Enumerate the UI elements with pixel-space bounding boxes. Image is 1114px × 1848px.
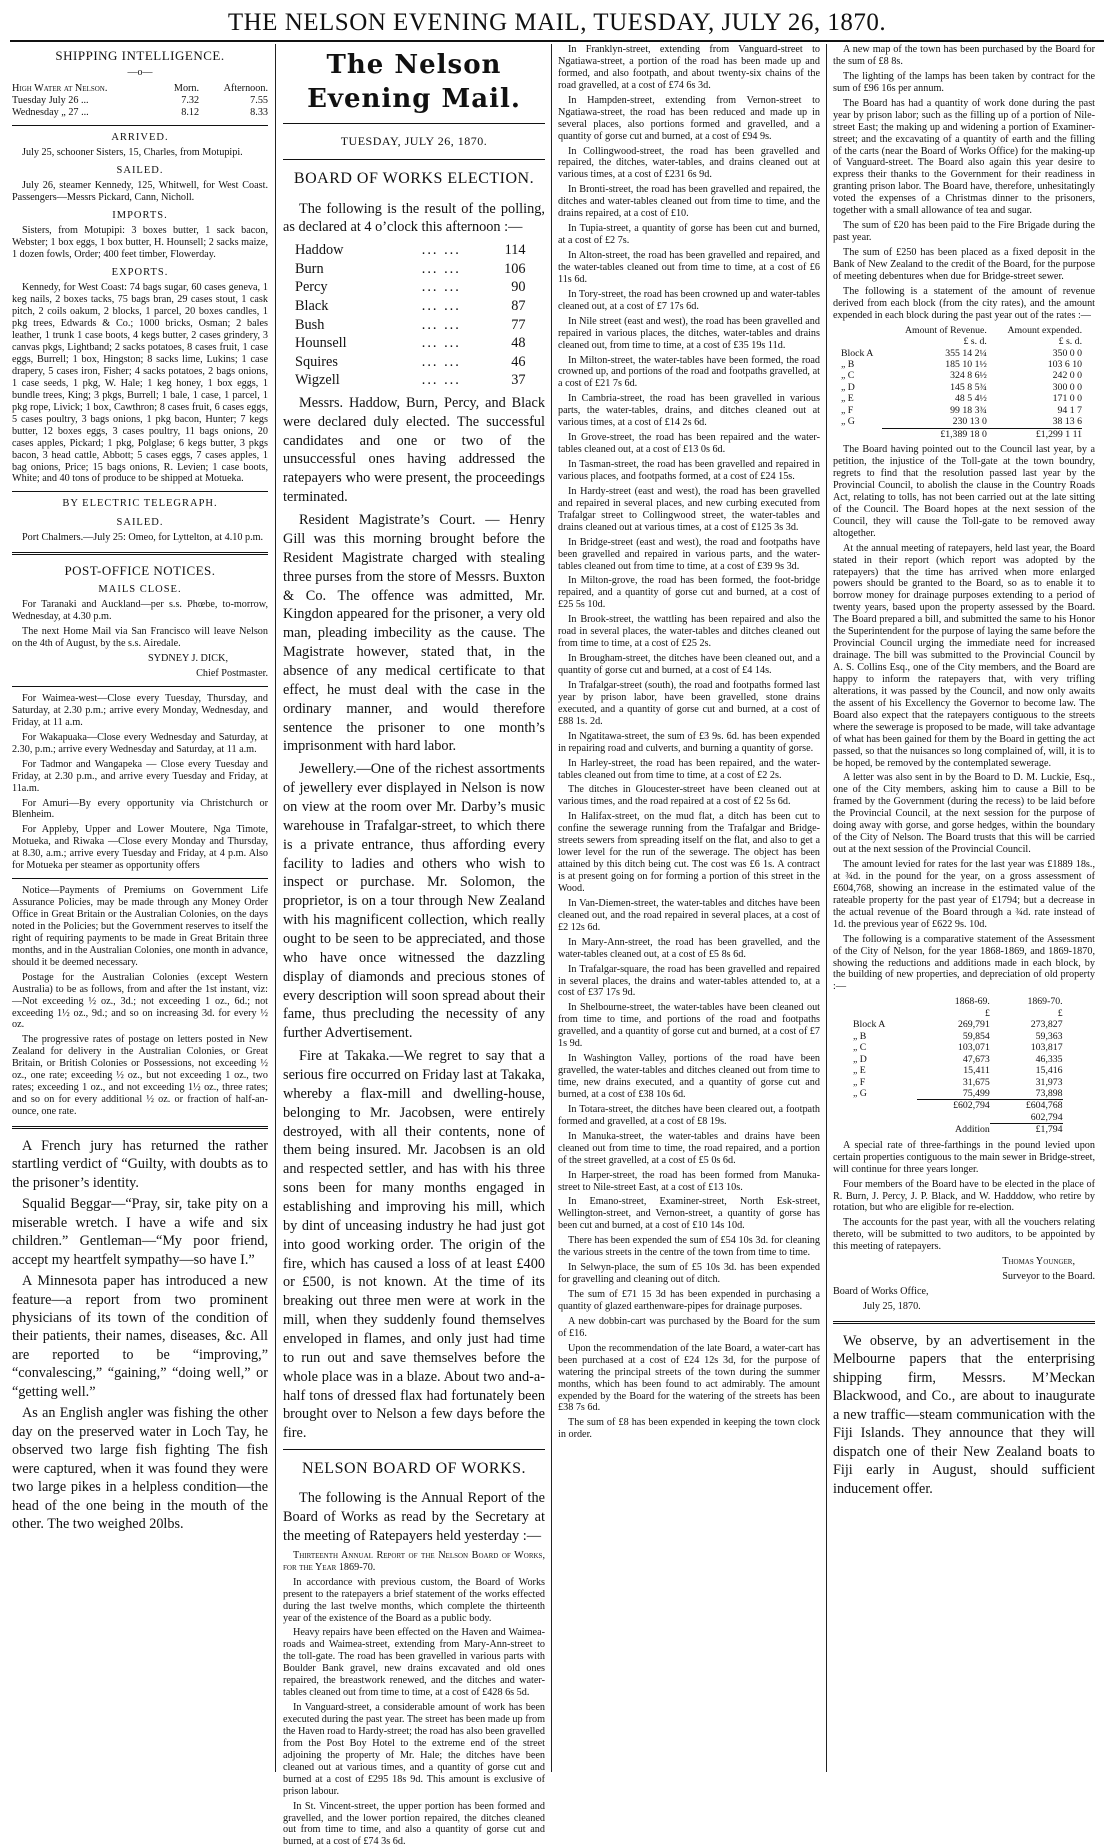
- report-paragraph: A special rate of three-farthings in the pound levied upon certain properties contiguous to the main sewer in Bridge-street, will continue for three years longer.: [833, 1139, 1095, 1175]
- addition-row: Addition £1,794: [955, 1123, 1063, 1136]
- report-paragraph: In Nile street (east and west), the road has been gravelled and repaired in various places, the ditches, water-tables and drains cleaned out, from time to time, at a cost of £35 19s 11d.: [558, 315, 820, 351]
- shipping-heading: SHIPPING INTELLIGENCE.: [55, 48, 225, 63]
- divider: [12, 491, 268, 492]
- report-paragraph: The amount levied for rates for the last year was £1889 18s., at ¾d. in the pound for the year, on a gross assessment of £604,768, showing an increase in the estimated value of the rateable property for the past year of £1794; but a decrease in the actual revenue of the Board through a ¾d. rate instead of 1d. the previous year of £622 9s. 10d.: [833, 859, 1095, 930]
- report-paragraph: In Washington Valley, portions of the road have been gravelled, the water-tables and ditches cleaned out from time to time, new drains executed, and a quantity of gorse cut and burned, at a cost of £38 10s 6d.: [558, 1053, 820, 1100]
- tide-table: [12, 83, 268, 119]
- telegraph-sailed-text: Port Chalmers.—July 25: Omeo, for Lyttelton, at 4.10 p.m.: [22, 531, 264, 543]
- table-row: „ E 15,411 15,416: [853, 1065, 1063, 1077]
- report-paragraph: In Emano-street, Examiner-street, North Esk-street, Wellington-street, and Vernon-street, a quantity of gorse has been cut and burned, at a cost of £10 14s 10d.: [558, 1196, 820, 1232]
- masthead: THE NELSON EVENING MAIL, TUESDAY, JULY 26, 1870.: [227, 9, 887, 36]
- election-result: Messrs. Haddow, Burn, Percy, and Black were declared duly elected. The successful candidates and one or two of the unsuccessful ones having addressed the ratepayers who were present, the proceedings terminated.: [283, 394, 545, 506]
- assessment-table: 1868-69. 1869-70. £ £ Block A 269,791 273,827 „ B 59,854 59,363 „ C 103,071 103,817 „ D 47,673 46,335 „ E 15,411 15,416 „ F 31,675 31,973 „ G 75,499 73,898 £602,794 £604,768 602,794 Addition £1,794: [853, 996, 1063, 1136]
- table-row: „ B 185 10 1½ 103 6 10: [841, 358, 1083, 370]
- table-row: „ E 48 5 4½ 171 0 0: [841, 393, 1083, 405]
- poll-row: Black ... ... 87: [295, 298, 526, 315]
- report-paragraph: In Franklyn-street, extending from Vanguard-street to Ngatiawa-street, a portion of the road has been made up and formed, and also footpath, and about twenty-six chains of the road gravelled, at a cost of £74 6s 3d.: [558, 44, 820, 91]
- jewellery-article: Jewellery.—One of the richest assortments of jewellery ever displayed in Nelson is now on view at the room over Mr. Darby’s music warehouse in Trafalgar-street, to which there is a private entrance, thus affording every facility to ladies and others who wish to inspect or purchase. Mr. Solomon, the proprietor, is on a tour through New Zealand with his magnificent collection, which really ought to be seen to be appreciated, and those who have once witnessed the dazzling display of diamonds and precious stones of every description will soon spread about their fame, thus precluding the necessity of any further Advertisement.: [283, 761, 545, 1042]
- column-3: [558, 44, 820, 1772]
- report-paragraph: Heavy repairs have been effected on the Haven and Waimea-roads and Waimea-street, extending from Mary-Ann-street to the toll-gate. The road has been gravelled in various parts with Boulder Bank gravel, new drains excavated and old ones repaired, the breastwork renewed, and the ditches and water-tables cleaned out from time to time, at a cost of £428 6s 5d.: [283, 1627, 545, 1699]
- tide-row: Tuesday July 26 ... 7.32 7.55: [12, 94, 268, 106]
- fiji-steamers-article: We observe, by an advertisement in the Melbourne papers that the enterprising shipping firm, Messrs. M’Meckan Blackwood, and Co., are about to inaugurate a new traffic—steam communication with the Fiji Islands. They announce that they will dispatch one of their New Zealand boats to Fiji early in August, should sufficient inducement offer.: [833, 1332, 1095, 1497]
- post-notice: For Appleby, Upper and Lower Moutere, Nga Timote, Motueka, and Riwaka —Close every Monday and Thursday, at 8.30, a.m.; arrive every Tuesday and Friday, at 4 p.m. Also for Motueka per steamer as opportunity offers: [12, 824, 268, 872]
- report-paragraph: In Bridge-street (east and west), the road and footpaths have been gravelled and repaired in various parts, and the water-tables cleaned out from time to time, at a cost of £39 9s 3d.: [558, 536, 820, 572]
- report-title: Thirteenth Annual Report of the Nelson Board of Works, for the Year 1869-70.: [283, 1549, 545, 1573]
- post-notice: For Tadmor and Wangapeka — Close every Tuesday and Friday, at 2.30 p.m., and arrive every Tuesday and Friday, at 11a.m.: [12, 758, 268, 794]
- report-intro: The following is the Annual Report of the Board of Works as read by the Secretary at the meeting of Ratepayers held yesterday :—: [283, 1490, 545, 1544]
- report-paragraph: In Milton-street, the water-tables have been formed, the road crowned up, and portions of the road and footpaths gravelled, at a cost of £21 7s 6d.: [558, 354, 820, 390]
- arrived-heading: ARRIVED.: [111, 131, 169, 143]
- misc-item: Squalid Beggar—“Pray, sir, take pity on a miserable wretch. I have a wife and six children.” Gentleman—“My poor friend, accept my heartfelt sympathy—so have I.”: [12, 1196, 268, 1268]
- board-of-works-heading: NELSON BOARD OF WORKS.: [301, 1460, 527, 1478]
- report-paragraph: In Tory-street, the road has been crowned up and water-tables cleaned out, at a cost of £7 17s 6d.: [558, 288, 820, 312]
- report-paragraph: In Trafalgar-street (south), the road and footpaths formed last year by prison labor, have been gravelled, stone drains executed, and a quantity of gorse cut and burned, at a cost of £88 1s. 2d.: [558, 679, 820, 727]
- report-paragraph: In Collingwood-street, the road has been gravelled and repaired, the ditches, water-tables, and drains cleaned out at various times, at a cost of £231 6s 9d.: [558, 145, 820, 181]
- report-paragraph: There has been expended the sum of £54 10s 3d. for cleaning the various streets in the centre of the town from time to time.: [558, 1235, 820, 1259]
- election-intro: The following is the result of the polling, as declared at 4 o’clock this afternoon :—: [283, 200, 545, 236]
- report-paragraph: In St. Vincent-street, the upper portion has been formed and gravelled, and the lower portion repaired, the ditches cleaned out from time to time, and also a quantity of gorse cut and burned, at a cost of £74 3s 6d.: [283, 1800, 545, 1848]
- divider: [12, 125, 268, 126]
- report-paragraph: Upon the recommendation of the late Board, a water-cart has been purchased at a cost of £24 12s 3d, for the purpose of watering the principal streets of the town during the summer months, which has been found to act admirably. The amount expended by the Board for the watering of the streets has been £38 7s 6d.: [558, 1342, 820, 1414]
- poll-row: Bush ... ... 77: [295, 316, 526, 333]
- revenue-table: Amount of Revenue. Amount expended. £ s. d. £ s. d. Block A 355 14 2¼ 350 0 0 „ B 185 10 1½ 103 6 10 „ C 324 8 6½ 242 0 0 „ D 145 8 5¾ 300 0 0 „ E 48 5 4½ 171 0 0 „ F 99 18 3¾ 94 1 7 „ G 230 13 0 38 13 6 £1,389 18 0 £1,299 1 11: [841, 324, 1083, 440]
- report-paragraph: The Board having pointed out to the Council last year, by a petition, the injustice of the Toll-gate at the town boundry, regrets to find that the resolution passed last year by the Provincial Council, to abolish the clause in the Country Roads Act, relating to tolls, has not been carried out at the late sitting of the Council. The Board hopes at the next session of the Council, they will cause the Toll-gate to be removed away altogether.: [833, 444, 1095, 539]
- report-paragraph: In accordance with previous custom, the Board of Works present to the ratepayers a brief statement of the works effected during the last twelve months, which complete the thirteenth year of the existence of the Board as a public body.: [283, 1576, 545, 1624]
- poll-row: Hounsell ... ... 48: [295, 335, 526, 352]
- report-paragraph: In Harper-street, the road has been formed from Manuka-street to Nile-street East, at a cost of £13 10s.: [558, 1169, 820, 1193]
- divider: [283, 123, 545, 124]
- column-divider: [551, 44, 552, 1772]
- ornament: —o—: [127, 67, 153, 79]
- report-paragraph: The accounts for the past year, with all the vouchers relating thereto, will be submitted to two auditors, to be appointed by this meeting of ratepayers.: [833, 1217, 1095, 1253]
- report-paragraph: In Brougham-street, the ditches have been cleaned out, and a quantity of gorse cut and burned, at a cost of £4 14s.: [558, 653, 820, 676]
- report-paragraph: In Selwyn-place, the sum of £5 10s 3d. has been expended for gravelling and cleaning out of ditch.: [558, 1262, 820, 1286]
- report-paragraph: In Ngatitawa-street, the sum of £3 9s. 6d. has been expended in repairing road and culverts, and burning a quantity of gorse.: [558, 730, 820, 754]
- report-paragraph: In Tupia-street, a quantity of gorse has been cut and burned, at a cost of £2 7s.: [558, 223, 820, 247]
- imports-text: Sisters, from Motupipi: 3 boxes butter, 1 sack bacon, Webster; 1 box eggs, 1 box butter, H. Hounsell; 2 sacks maize, 1 dozen fowls, Order; 400 feet timber, Flowerday.: [12, 225, 268, 261]
- table-row: „ F 31,675 31,973: [853, 1076, 1063, 1088]
- report-paragraph: The sum of £8 has been expended in keeping the town clock in order.: [558, 1417, 820, 1441]
- poll-table: [295, 241, 526, 390]
- telegraph-heading: BY ELECTRIC TELEGRAPH.: [62, 498, 218, 510]
- report-paragraph: In Tasman-street, the road has been gravelled and repaired in various places, and footpaths formed, at a cost of £24 15s.: [558, 459, 820, 482]
- post-notice: For Waimea-west—Close every Tuesday, Thursday, and Saturday, at 2.30 p.m.; arrive every Monday, Wednesday, and Friday, at 11 a.m.: [12, 693, 268, 728]
- report-paragraph: The sum of £20 has been paid to the Fire Brigade during the past year.: [833, 220, 1095, 244]
- post-office-heading: POST-OFFICE NOTICES.: [64, 562, 216, 578]
- report-paragraph: In Alton-street, the road has been gravelled and repaired, and the water-tables cleaned out from time to time, at a cost of £6 11s 6d.: [558, 250, 820, 285]
- poll-row: Percy ... ... 90: [295, 279, 526, 296]
- report-paragraph: A new map of the town has been purchased by the Board for the sum of £8 8s.: [833, 44, 1095, 67]
- notice-text: The progressive rates of postage on letters posted in New Zealand for delivery in the Australian Colonies, or Great Britain, or British Colonies or Possessions, not exceeding ½ oz., one rate; exceeding ½ oz., but not exceeding 1 oz., two rates; exceeding 1 oz., and not exceeding 1½ oz., three rates; and so on for every additional ½ oz. or fraction of half-an-ounce, one rate.: [12, 1034, 268, 1117]
- report-paragraph: In Grove-street, the road has been repaired and the water-tables cleaned out, at a cost of £13 0s 6d.: [558, 432, 820, 456]
- report-paragraph: The ditches in Gloucester-street have been cleaned out at various times, and the road repaired at a cost of £2 5s 6d.: [558, 784, 820, 808]
- notice-text: Postage for the Australian Colonies (except Western Australia) to be as follows, from and after the 1st instant, viz:—Not exceeding ½ oz., 3d.; not exceeding 1 oz., 6d.; not exceeding 1½ oz., 9d.; and so on increasing 3d. for every ½ oz.: [12, 971, 268, 1031]
- exports-heading: EXPORTS.: [111, 267, 169, 279]
- tide-row: Wednesday „ 27 ... 8.12 8.33: [12, 106, 268, 118]
- table-row: „ G 230 13 0 38 13 6: [841, 416, 1083, 428]
- post-notice: The next Home Mail via San Francisco will leave Nelson on the 4th of August, by the s.s. Airedale.: [12, 626, 268, 650]
- masthead-rule: [10, 40, 1104, 42]
- postmaster-title: Chief Postmaster.: [196, 668, 268, 680]
- report-paragraph: In Brook-street, the wattling has been repaired and also the road in several places, the water-tables and ditches cleaned out from time to time, at a cost of £25 2s.: [558, 614, 820, 650]
- signature-title: Surveyor to the Board.: [1002, 1271, 1095, 1283]
- divider: [283, 1449, 545, 1450]
- revenue-header: Amount of Revenue.: [904, 324, 987, 336]
- poll-row: Burn ... ... 106: [295, 260, 526, 277]
- arrived-text: July 25, schooner Sisters, 15, Charles, from Motupipi.: [22, 146, 243, 158]
- fire-article: Fire at Takaka.—We regret to say that a serious fire occurred on Friday last at Takaka, whereby a flax-mill and dwelling-house, belonging to Mr. Jacobsen, were entirely destroyed, with all their contents, none of them being insured. Mr. Jacobsen is an old and respected settler, and has with his three sons been for many months engaged in establishing and improving his mill, which by dint of unceasing industry he had just got into good working order. The origin of the fire, which has caused a loss of at least £400 or £500, is not known. At the time of its breaking out three men were at work in the mill, when they suddenly found themselves enveloped in flames, and only just had time to run out and save themselves before the whole place was in a blaze. About two and-a-half tons of dressed flax had fortunately been brought over to Nelson a few days before the fire.: [283, 1048, 545, 1442]
- poll-row: Squires ... ... 46: [295, 353, 526, 370]
- report-paragraph: In Halifax-street, on the mud flat, a ditch has been cut to confine the sewerage running from the Trafalgar and Bridge-streets sewers from spreading itself on the flat, and also to get a lower level for the run of the sewerage. The object has been attained by this ditch being cut. The cost was £6 1s. A contract is at present going on for forming a portion of this street in the Wood.: [558, 811, 820, 894]
- report-start: [283, 1550, 545, 1848]
- divider: [12, 878, 268, 879]
- report-paragraph: In Hampden-street, extending from Vernon-street to Ngatiawa-street, the road has been reduced and made up in several places, also portions formed and gravelled, and a quantity of gorse cut and burned, at a cost of £94 9s.: [558, 94, 820, 142]
- report-paragraph: In Hardy-street (east and west), the road has been gravelled and repaired in several places, and new curbing executed from Trafalgar street to Collingwood street, the water-tables and drains cleaned out at various times, at a cost of £125 3s 3d.: [558, 485, 820, 533]
- paper-title: The Nelson Evening Mail.: [307, 50, 521, 115]
- column-1: [12, 44, 268, 1772]
- table-row: „ C 103,071 103,817: [853, 1042, 1063, 1054]
- misc-item: As an English angler was fishing the other day on the preserved water in Loch Tay, he observed two large fish fighting The fish were captured, when it was found they were two large pikes in a helpless condition—the head of the one being in the mouth of the other. The two weighed 20lbs.: [12, 1405, 268, 1532]
- table-row: „ G 75,499 73,898: [853, 1087, 1063, 1099]
- report-paragraph: In Trafalgar-square, the road has been gravelled and repaired in several places, the drains and water-tables attended to, at a cost of £37 17s 9d.: [558, 963, 820, 999]
- table-row: „ B 59,854 59,363: [853, 1030, 1063, 1042]
- tide-label: High Water at Nelson.: [12, 82, 108, 94]
- misc-item: A Minnesota paper has introduced a new feature—a report from two prominent physicians of its town of the condition of their patients, their names, diseases, &c. All are reported to be “improving,” “convalescing,” “gaining,” “doing well,” or “getting well.”: [12, 1273, 268, 1400]
- exports-text: Kennedy, for West Coast: 74 bags sugar, 60 cases geneva, 1 keg nails, 2 boxes tacks, 75 bags bran, 29 cases stout, 1 cask pitch, 2 coils oakum, 2 blocks, 1 parcel, 20 boxes candles, 1 pkg trees, Edwards & Co.; 1000 bricks, Osman; 2 bales leather, 1 trunk 1 case boots, 4 kegs butter, 2 cases grindery, 3 canvas pkgs, Lightband; 2 sacks potatoes, 8 cases fruit, 1 case eggs, Burrell; 1 box, Hingston; 8 sacks lime, Lukins; 1 case drapery, 5 cases iron, Fisher; 4 sacks potatoes, 2 bags onions, 1 case seeds, 1 pkg, W. Hale; 1 keg honey, 1 box eggs, 1 bundle trees, King; 3 pkgs, Burrell; 1 bale, 1 case, 1 parcel, 1 pkg rope, Livick; 1 box, Cawthron; 8 cases fruit, 6 cases eggs, 5 cases poultry, 3 bags onions, 1 pkg bacon, Hunter; 7 kegs butter, 12 boxes eggs, 3 cases poultry, 11 bags onions, 20 cases apples, Pickard; 1 pkg, Polglase; 6 kegs butter, 3 pkgs bacon, 3 head cattle, Abbott; 5 cases eggs, 7 cases apples, 1 bag onions, Price; 15 bags onions, R. Levien; 1 case boots, White; and 40 tons of produce to be shipped at Motueka.: [12, 282, 268, 485]
- divider: [12, 1126, 268, 1129]
- report-paragraph: In Milton-grove, the road has been formed, the foot-bridge repaired, and a quantity of gorse cut and burned, at a cost of £25 5s 10d.: [558, 575, 820, 611]
- column-divider: [275, 44, 276, 1772]
- report-paragraph: In Shelbourne-street, the water-tables have been cleaned out from time to time, and portions of the road and footpaths gravelled, and a quantity of gorse cut and burned, at a cost of £7 1s 9d.: [558, 1002, 820, 1050]
- report-paragraph: The sum of £71 15 3d has been expended in purchasing a quantity of glazed earthenware-pipes for drainage purposes.: [558, 1289, 820, 1312]
- telegraph-sailed-heading: SAILED.: [116, 516, 164, 528]
- sailed-heading: SAILED.: [116, 164, 164, 176]
- report-paragraph: In Vanguard-street, a considerable amount of work has been executed during the past year. The street has been made up from the Haven road to Hardy-street; the road has also been gravelled from the Post Boy Hotel to the extreme end of the street adjoining the property of Mr. Hale; the ditches have been cleaned out at various times, and a quantity of gorse cut and burned at a cost of £295 18s 9d. This amount is exclusive of prison labour.: [283, 1702, 545, 1797]
- report-paragraph: The lighting of the lamps has been taken by contract for the sum of £96 16s per annum.: [833, 70, 1095, 94]
- post-notice: For Wakapuaka—Close every Wednesday and Saturday, at 2.30, p.m.; arrive every Wednesday and Saturday, at 11 a.m.: [12, 731, 268, 755]
- table-row: „ F 99 18 3¾ 94 1 7: [841, 404, 1083, 416]
- report-paragraph: In Harley-street, the road has been repaired, and the water-tables cleaned out from time to time, at a cost of £2 2s.: [558, 757, 820, 781]
- misc-item: A French jury has returned the rather startling verdict of “Guilty, with doubts as to the prisoner’s identity.: [12, 1137, 268, 1191]
- report-paragraph: In Totara-street, the ditches have been cleared out, a footpath formed and gravelled, at a cost of £8 19s.: [558, 1103, 820, 1127]
- table-total-row: £602,794 £604,768: [853, 1100, 1063, 1112]
- divider: [12, 686, 268, 687]
- sailed-text: July 26, steamer Kennedy, 125, Whitwell, for West Coast. Passengers—Messrs Pickard, Cann, Nicholl.: [12, 180, 268, 204]
- report-paragraph: At the annual meeting of ratepayers, held last year, the Board stated in their report (which report was adopted by the ratepayers) that the time has arrived when more enlarged powers should be granted to the Board, so as to enable it to borrow money for drainage purposes extending to a period of twenty years, based upon the property assessed by the Board. The Board prepared a bill, and submitted the same to his Honor the Superintendent for the purpose of laying the same before the Provincial Council urging the immediate need for increased drainage. The bill was submitted to the Provincial Council by A. S. Collins Esq., one of the City members, and the Board are happy to inform the ratepayers that, with very trifling alterations, it was passed by the Council, and now only awaits the assent of his Excellency the Governor to become law. The Board also expect that the ratepayers contiguous to the streets where the sewerage is proposed to be made, will take advantage of what has been gained for them by the Board in getting the act passed, so that the nuisances so long complained of, will, it is to be hoped, be removed by the contemplated sewerage.: [833, 542, 1095, 769]
- table-row: Block A 355 14 2¼ 350 0 0: [841, 347, 1083, 359]
- court-article: Resident Magistrate’s Court. — Henry Gill was this morning brought before the Resident Magistrate charged with stealing three purses from the store of Messrs. Buxton & Co. The offence was admitted, Mr. Kingdon appeared for the prisoner, a very old man, pleading imbecility as the cause. The Magistrate however, stated that, in the absence of any medical certificate to that effect, he must deal with the case in the ordinary manner, and would therefore sentence the prisoner to one month’s imprisonment with hard labor.: [283, 512, 545, 755]
- mails-close-heading: MAILS CLOSE.: [98, 584, 182, 596]
- signature-date: July 25, 1870.: [863, 1301, 921, 1313]
- post-notice: For Amuri—By every opportunity via Christchurch or Blenheim.: [12, 797, 268, 821]
- report-paragraph: The following is a statement of the amount of revenue derived from each block (from the city rates), and the amount expended in each block during the past year out of the rates :—: [833, 285, 1095, 321]
- poll-row: Haddow ... ... 114: [295, 242, 526, 259]
- report-paragraph: Four members of the Board have to be elected in the place of R. Burn, J. Percy, J. P. Black, and W. Hadddow, who retire by rotation, but who are eligible for re-election.: [833, 1178, 1095, 1214]
- assess-header-1868: 1868-69.: [954, 996, 990, 1008]
- divider: [12, 552, 268, 555]
- assess-header-1869: 1869-70.: [1027, 996, 1063, 1008]
- report-paragraph: A letter was also sent in by the Board to D. M. Luckie, Esq., one of the City members, asking him to cause a Bill to be framed by the Government (during the recess) to be laid before the Provincial Council, at the next session for the purpose of doing away with gorse, and gorse hedges, within the boundary of the City of Nelson. The Board trusts that this will be carried out at the next session of the Provincial Council.: [833, 772, 1095, 856]
- post-notice: For Taranaki and Auckland—per s.s. Phœbe, to-morrow, Wednesday, at 4.30 p.m.: [12, 599, 268, 623]
- report-paragraph: The Board has had a quantity of work done during the past year by prison labor; such as the filling up of a portion of Nile-street East; the making up and widening a portion of Examiner-street; and the excavating of a quantity of earth and the filling of the carts (near the Board of Works Office) for the making-up of Vanguard-street. The Board also again this year desire to express their thanks to the Government for their readiness in granting prison labor. The Board have, therefore, unhesitatingly voted the expenses of a Christmas dinner to the prisoners, together with a small allowance of tea and sugar.: [833, 97, 1095, 217]
- signature-name: Thomas Younger,: [1002, 1256, 1075, 1268]
- table-row: „ C 324 8 6½ 242 0 0: [841, 370, 1083, 382]
- tide-morn-header: Morn.: [173, 82, 200, 94]
- table-row: „ D 47,673 46,335: [853, 1053, 1063, 1065]
- report-paragraph: In Mary-Ann-street, the road has been gravelled, and the water-tables cleaned out, at a cost of £5 8s 6d.: [558, 936, 820, 960]
- tide-aft-header: Afternoon.: [223, 82, 268, 94]
- report-paragraph: The following is a comparative statement of the Assessment of the City of Nelson, for the year 1868-1869, and 1869-1870, showing the reductions and additions made in each block, by the building of new properties, and depreciation of old property :—: [833, 933, 1095, 993]
- issue-date: TUESDAY, JULY 26, 1870.: [340, 133, 488, 148]
- report-paragraph: In Van-Diemen-street, the water-tables and ditches have been cleaned out, and the road repaired in several places, at a cost of £2 12s 6d.: [558, 897, 820, 933]
- table-row: Block A 269,791 273,827: [853, 1019, 1063, 1031]
- expended-header: Amount expended.: [1007, 324, 1083, 336]
- report-paragraph: In Bronti-street, the road has been gravelled and repaired, the ditches and water-tables cleaned out from time to time, and the drains repaired, at a cost of £10.: [558, 184, 820, 220]
- report-paragraph: The sum of £250 has been placed as a fixed deposit in the Bank of New Zealand to the credit of the Board, for the purpose of meeting debentures when due for Bridge-street sewer.: [833, 247, 1095, 282]
- poll-row: Wigzell ... ... 37: [295, 372, 526, 389]
- column-divider: [826, 44, 827, 1772]
- divider: [283, 159, 545, 160]
- report-paragraph: In Cambria-street, the road has been gravelled in various parts, the water-tables, drains, and ditches cleaned out at various times, at a cost of £14 2s 6d.: [558, 393, 820, 429]
- divider: [833, 1321, 1095, 1324]
- column-4: [833, 44, 1095, 1772]
- imports-heading: IMPORTS.: [112, 210, 168, 222]
- table-total-row: £1,389 18 0 £1,299 1 11: [841, 428, 1082, 440]
- election-heading: BOARD OF WORKS ELECTION.: [293, 170, 535, 188]
- notice-text: Notice—Payments of Premiums on Government Life Assurance Policies, may be made through any Money Order Office in Great Britain or the Australian Colonies, on the days noted in the Policies; but the Government reserves to itself the right of requiring payments to be made in Great Britain three months, and in the Australian Colonies, one month in advance, should it be deemed necessary.: [12, 885, 268, 968]
- report-paragraph: A new dobbin-cart was purchased by the Board for the sum of £16.: [558, 1315, 820, 1339]
- miscellany: [12, 1137, 268, 1534]
- column-2: [283, 44, 545, 1848]
- signature-office: Board of Works Office,: [833, 1286, 929, 1298]
- table-row: „ D 145 8 5¾ 300 0 0: [841, 381, 1083, 393]
- postmaster-name: SYDNEY J. DICK,: [148, 653, 228, 665]
- report-paragraph: In Manuka-street, the water-tables and drains have been cleaned out from time to time, the road repaired, and a portion of the street gravelled, at a cost of £5 0s 6d.: [558, 1130, 820, 1166]
